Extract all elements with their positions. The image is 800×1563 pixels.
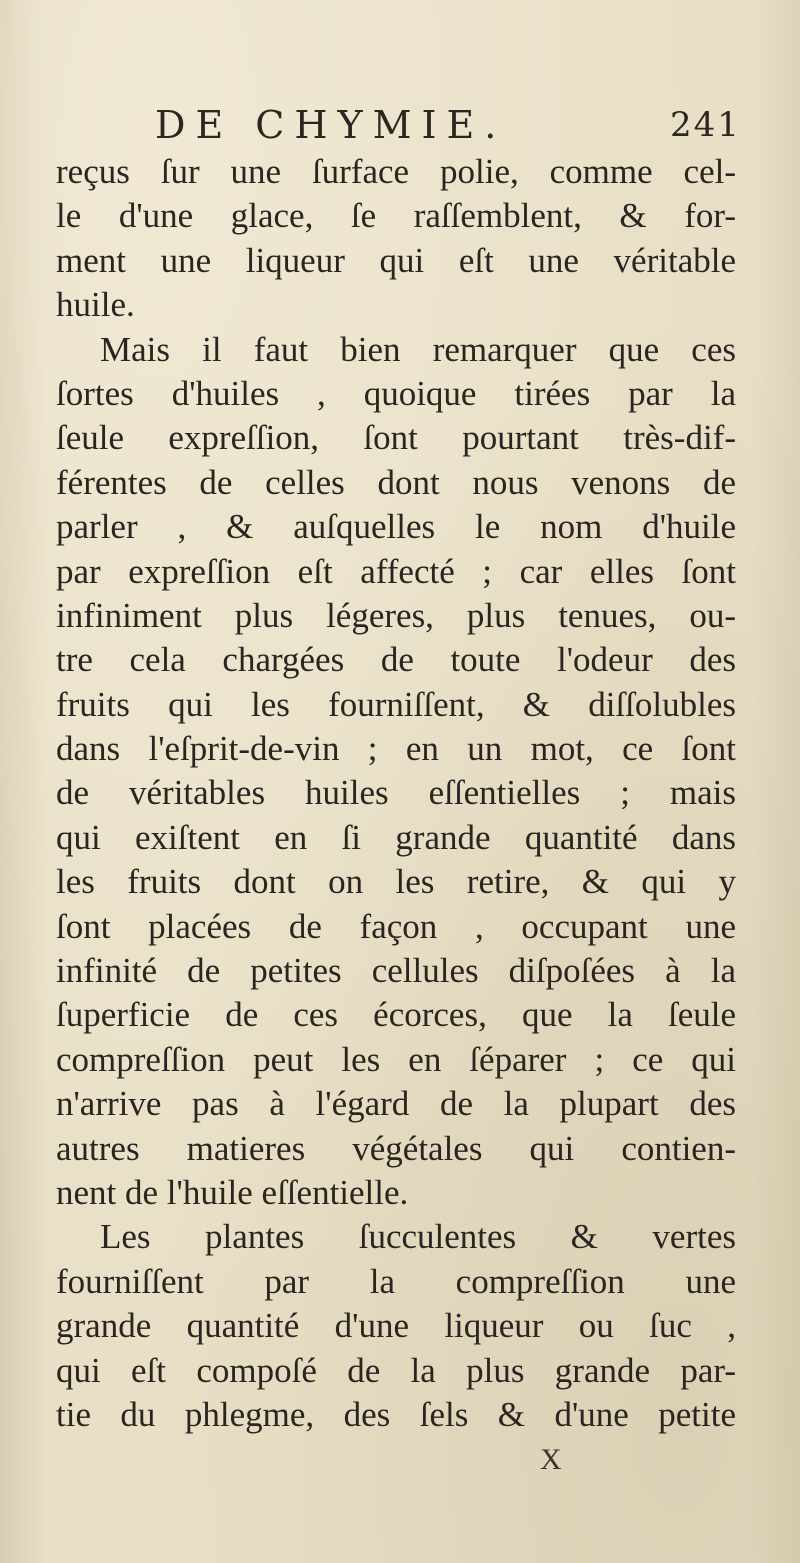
text-line: nent de l'huile eſſentielle.: [56, 1172, 409, 1212]
text-line: qui exiſtent en ſi grande quantité dans: [56, 817, 736, 857]
text-line: reçus ſur une ſurface polie, comme cel-: [56, 152, 736, 191]
text-line: qui eſt compoſé de la plus grande par-: [56, 1350, 736, 1390]
text-line: fruits qui les fourniſſent, & diſſolubles: [56, 684, 736, 724]
text-line: ment une liqueur qui eſt une véritable: [56, 240, 736, 280]
text-line: férentes de celles dont nous venons de: [56, 462, 736, 502]
text-line: ſeule expreſſion, ſont pourtant très-dif-: [56, 418, 736, 458]
text-line: infinité de petites cellules diſpoſées à la: [56, 951, 736, 991]
text-line: Mais il faut bien remarquer que ces: [100, 329, 736, 369]
text-line: n'arrive pas à l'égard de la plupart des: [56, 1084, 736, 1124]
text-line: infiniment plus légeres, plus tenues, ou-: [56, 595, 736, 635]
text-line: ſuperficie de ces écorces, que la ſeule: [56, 995, 736, 1035]
text-line: tre cela chargées de toute l'odeur des: [56, 640, 736, 680]
page-number: 241: [670, 105, 741, 145]
signature-mark: X: [540, 1443, 562, 1476]
text-line: tie du phlegme, des ſels & d'une petite: [56, 1394, 736, 1434]
text-line: parler , & auſquelles le nom d'huile: [56, 507, 736, 547]
text-line: de véritables huiles eſſentielles ; mais: [56, 773, 736, 813]
page-header: [0, 100, 800, 150]
running-title: DE CHYMIE.: [155, 103, 507, 147]
text-line: Les plantes ſucculentes & vertes: [100, 1217, 736, 1257]
body-text: [56, 150, 736, 1437]
text-line: grande quantité d'une liqueur ou ſuc ,: [56, 1306, 736, 1346]
text-line: fourniſſent par la compreſſion une: [56, 1261, 736, 1301]
text-line: les fruits dont on les retire, & qui y: [56, 862, 736, 902]
text-line: le d'une glace, ſe raſſemblent, & for-: [56, 196, 736, 236]
text-line: par expreſſion eſt affecté ; car elles ſont: [56, 551, 736, 591]
text-line: ſortes d'huiles , quoique tirées par la: [56, 373, 736, 413]
text-line: dans l'eſprit-de-vin ; en un mot, ce ſont: [56, 729, 736, 769]
text-line: huile.: [56, 285, 135, 325]
text-line: compreſſion peut les en ſéparer ; ce qui: [56, 1039, 736, 1079]
text-line: autres matieres végétales qui contien-: [56, 1128, 736, 1168]
text-line: ſont placées de façon , occupant une: [56, 906, 736, 946]
